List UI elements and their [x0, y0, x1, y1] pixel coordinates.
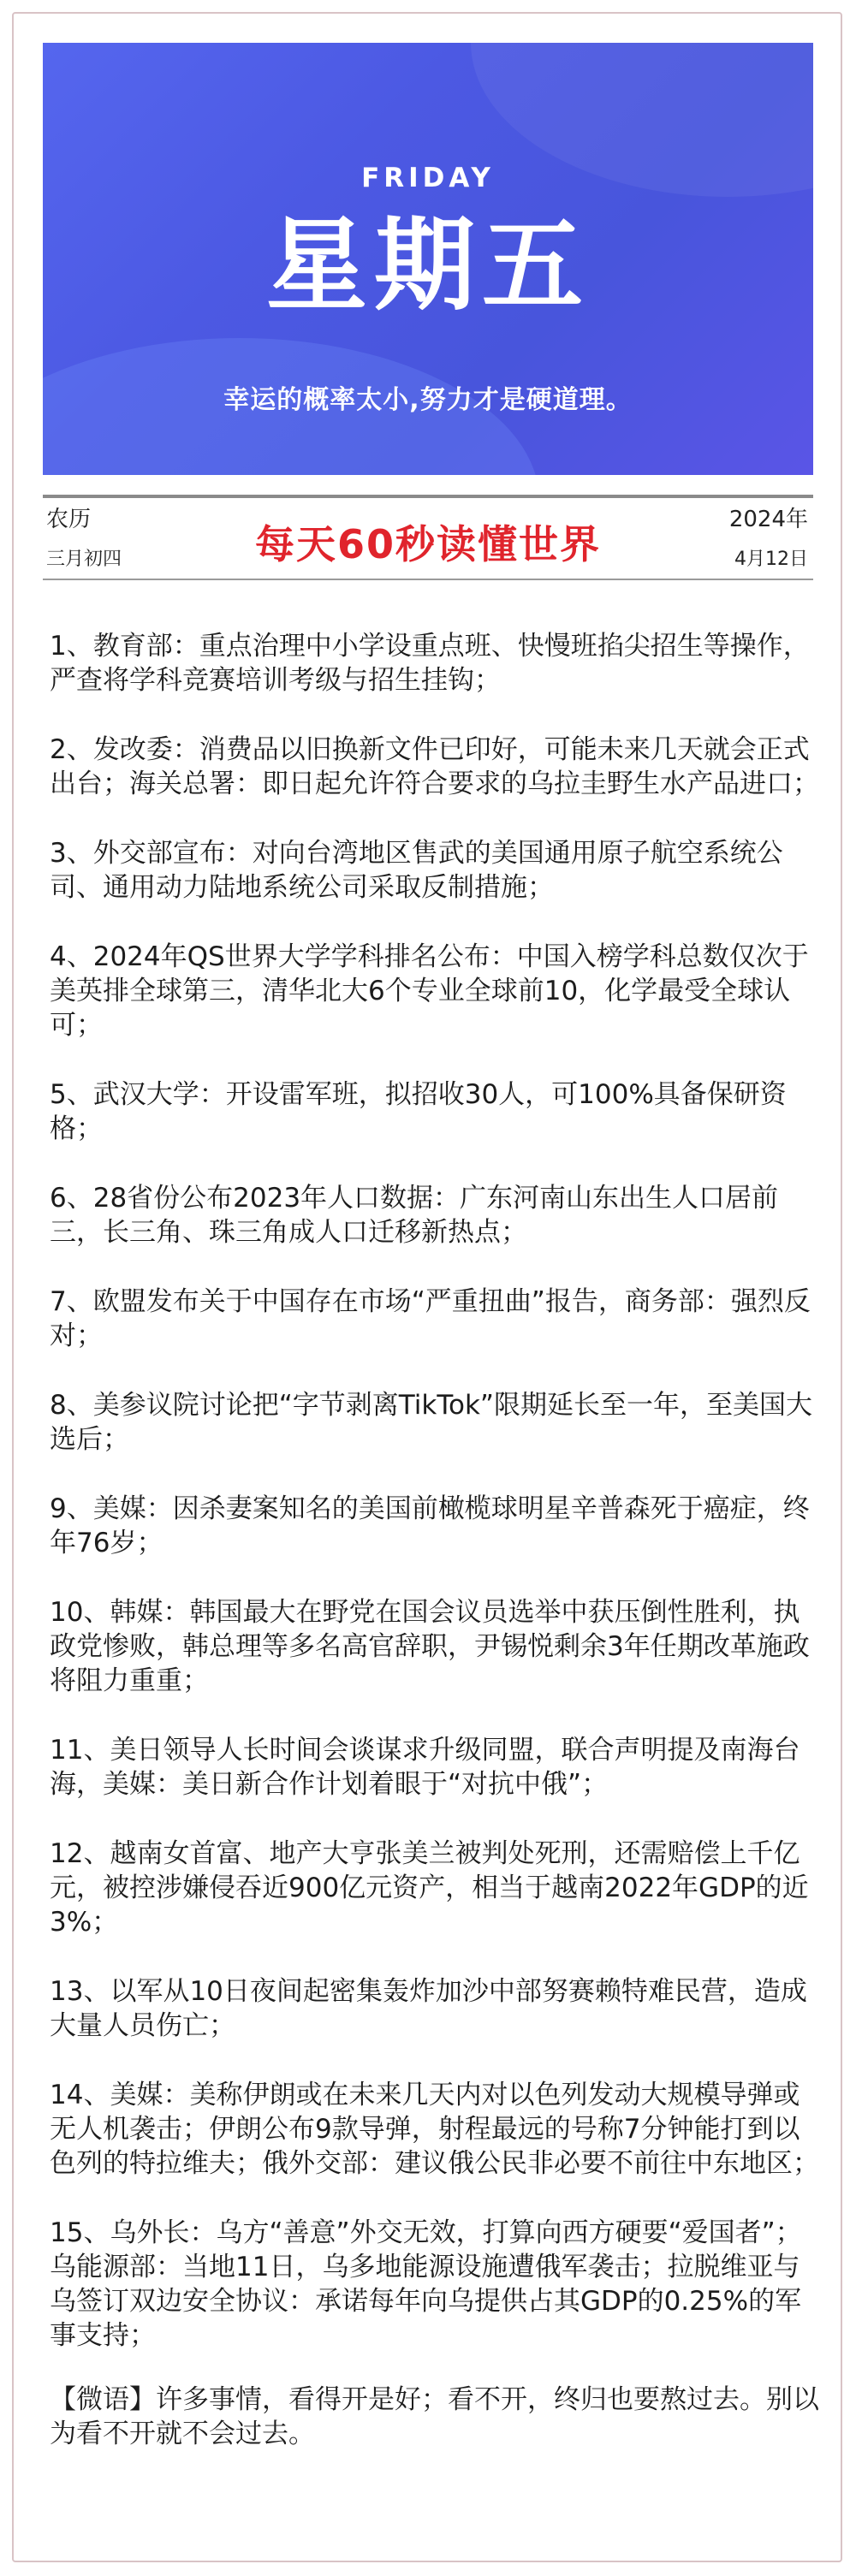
news-item: 8、美参议院讨论把“字节剥离TikTok”限期延长至一年，至美国大选后；	[50, 1390, 812, 1455]
news-item: 11、美日领导人长时间会谈谋求升级同盟，联合声明提及南海台海，美媒：美日新合作计划着眼于“对抗中俄”；	[50, 1735, 800, 1800]
header-banner	[43, 43, 813, 475]
news-item: 13、以军从10日夜间起密集轰炸加沙中部努赛赖特难民营，造成大量人员伤亡；	[50, 1976, 807, 2041]
date: 4月12日	[734, 549, 808, 570]
news-item: 12、越南女首富、地产大亨张美兰被判处死刑，还需赔偿上千亿元，被控涉嫌侵吞近900亿元资产，相当于越南2022年GDP的近3%；	[50, 1838, 809, 1938]
bottom-divider	[43, 579, 813, 580]
news-item: 10、韩媒：韩国最大在野党在国会议员选举中获压倒性胜利，执政党惨败，韩总理等多名高官辞职，尹锡悦剩余3年任期改革施政将阻力重重；	[50, 1597, 810, 1696]
lunar-date: 三月初四	[46, 549, 122, 570]
news-item: 6、28省份公布2023年人口数据：广东河南山东出生人口居前三，长三角、珠三角成人口迁移新热点；	[50, 1183, 779, 1248]
news-item: 2、发改委：消费品以旧换新文件已印好，可能未来几天就会正式出台；海关总署：即日起允许符合要求的乌拉圭野生水产品进口；	[50, 734, 819, 799]
day-english: FRIDAY	[361, 163, 495, 193]
year: 2024年	[728, 507, 808, 532]
news-item: 4、2024年QS世界大学学科排名公布：中国入榜学科总数仅次于美英排全球第三，清华北大6个专业全球前10，化学最受全球认可；	[50, 941, 809, 1041]
day-chinese: 星期五	[265, 206, 590, 324]
news-list	[50, 629, 824, 2451]
news-item: 7、欧盟发布关于中国存在市场“严重扭曲”报告，商务部：强烈反对；	[50, 1286, 811, 1351]
news-item: 9、美媒：因杀妻案知名的美国前橄榄球明星辛普森死于癌症，终年76岁；	[50, 1493, 810, 1558]
lunar-label: 农历	[46, 507, 92, 532]
motto: 幸运的概率太小,努力才是硬道理。	[223, 385, 633, 415]
news-item: 5、武汉大学：开设雷军班，拟招收30人，可100%具备保研资格；	[50, 1079, 787, 1144]
daily-quote: 【微语】许多事情，看得开是好；看不开，终归也要熬过去。别以为看不开就不会过去。	[50, 2384, 819, 2449]
top-divider	[43, 495, 813, 498]
news-item: 14、美媒：美称伊朗或在未来几天内对以色列发动大规模导弹或无人机袭击；伊朗公布9款导弹，射程最远的号称7分钟能打到以色列的特拉维夫；俄外交部：建议俄公民非必要不前往中东地区；	[50, 2080, 819, 2179]
news-item: 3、外交部宣布：对向台湾地区售武的美国通用原子航空系统公司、通用动力陆地系统公司采取反制措施；	[50, 838, 783, 903]
news-item: 15、乌外长：乌方“善意”外交无效，打算向西方硬要“爱国者”；乌能源部：当地11日，乌多地能源设施遭俄军袭击；拉脱维亚与乌签订双边安全协议：承诺每年向乌提供占其GDP的0.25%的军事支持；	[50, 2217, 802, 2351]
news-item: 1、教育部：重点治理中小学设重点班、快慢班掐尖招生等操作，严查将学科竞赛培训考级与招生挂钩；	[50, 631, 810, 696]
page-title: 每天60秒读懂世界	[254, 521, 601, 567]
